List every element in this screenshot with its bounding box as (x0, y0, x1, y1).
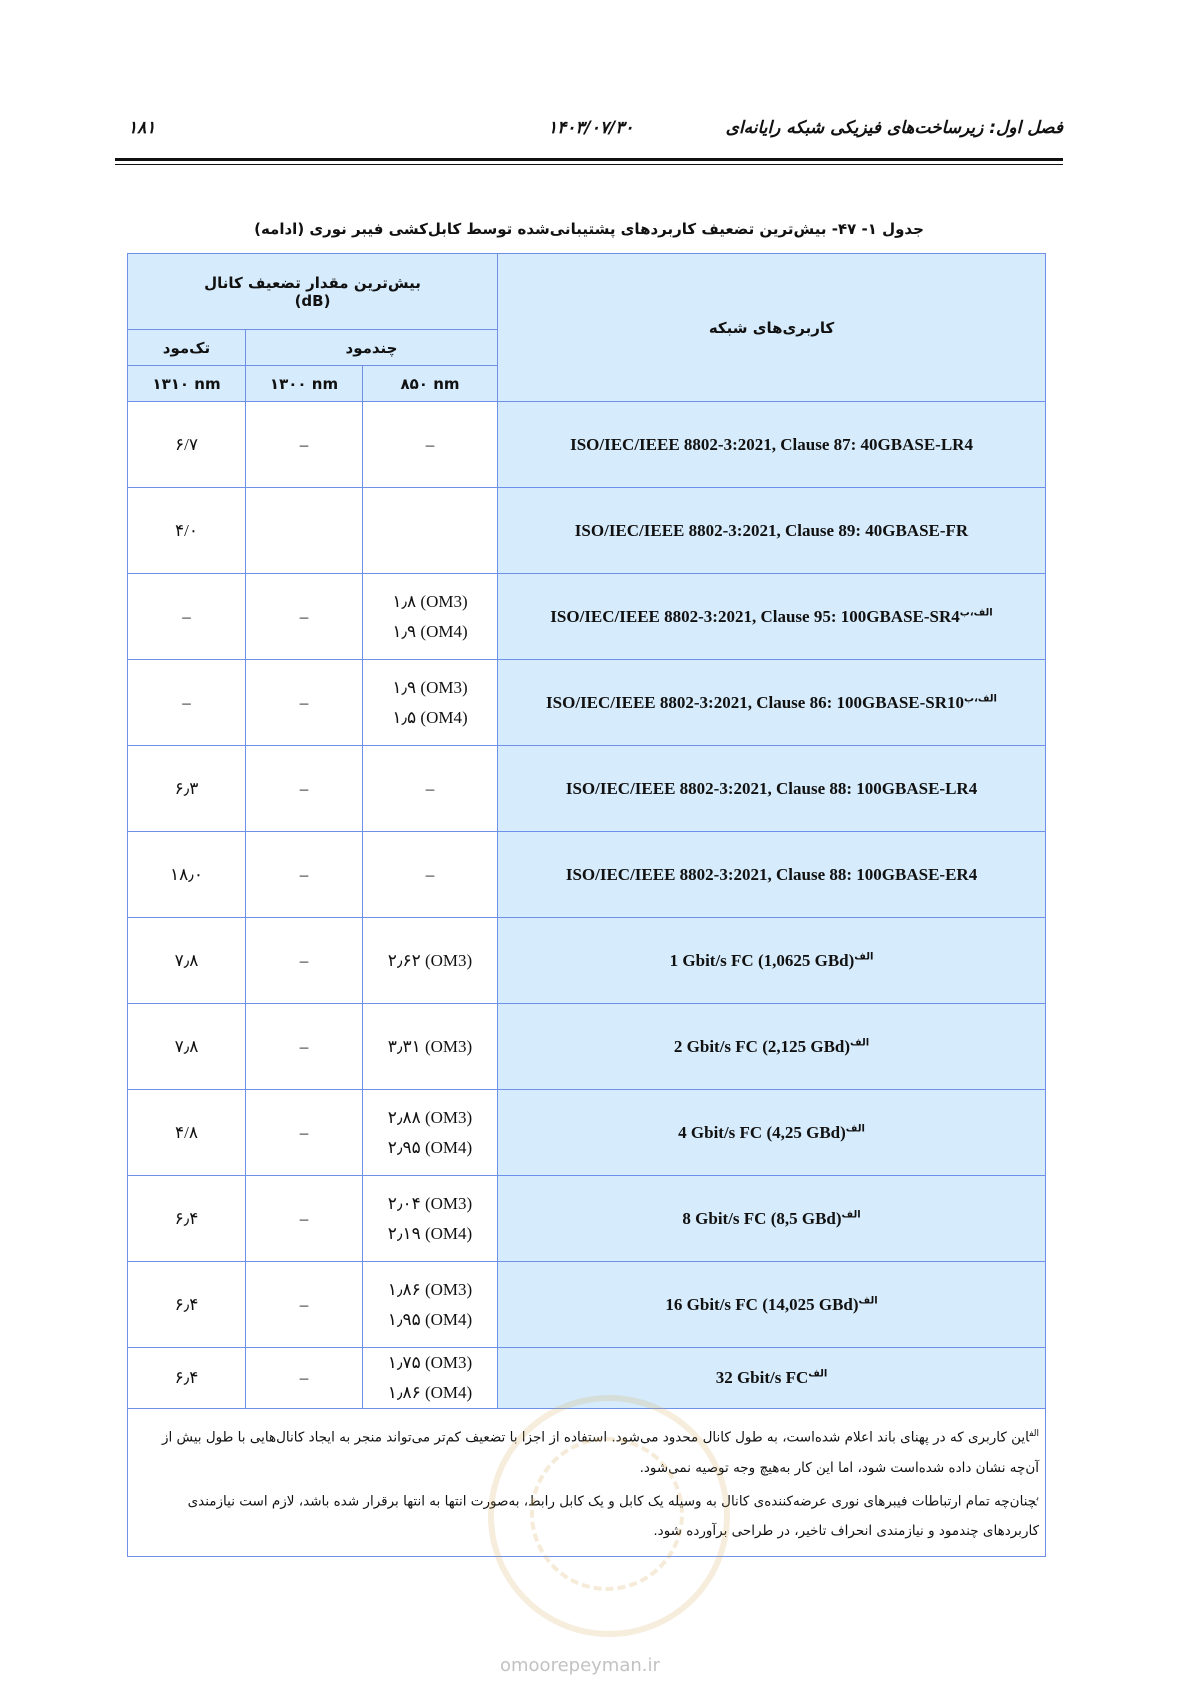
multimode-850-value: ۱٫۷۵ (OM3) (387, 1353, 473, 1372)
singlemode-1310-cell: ۴/۰ (128, 488, 246, 574)
application-name: ISO/IEC/IEEE 8802-3:2021, Clause 88: 100GBASE-LR4 (565, 778, 978, 798)
application-name: ISO/IEC/IEEE 8802-3:2021, Clause 95: 100GBASE-SR4 (550, 606, 960, 626)
singlemode-1310-cell: ۷٫۸ (128, 918, 246, 1004)
multimode-1300-cell: – (246, 832, 363, 918)
multimode-header: چندمود (246, 330, 498, 366)
application-cell (498, 574, 1046, 660)
application-name: 4 Gbit/s FC (4,25 GBd) (678, 1122, 846, 1142)
singlemode-1310-cell: ۶٫۳ (128, 746, 246, 832)
footnote-marker: الف (858, 1294, 878, 1306)
application-cell (498, 746, 1046, 832)
application-cell (498, 918, 1046, 1004)
multimode-1300-cell: – (246, 1348, 363, 1409)
multimode-1300-cell: – (246, 660, 363, 746)
wavelength-1310-header: ۱۳۱۰ nm (128, 366, 246, 402)
multimode-850-cell (363, 1090, 498, 1176)
table-row (128, 1090, 1046, 1176)
max-attenuation-header (128, 254, 498, 330)
page-header (0, 118, 1191, 152)
multimode-1300-cell: – (246, 1262, 363, 1348)
singlemode-1310-cell: ۶٫۴ (128, 1176, 246, 1262)
application-name: 8 Gbit/s FC (8,5 GBd) (682, 1208, 842, 1228)
footnote-marker: الف،ب (964, 692, 997, 704)
application-cell (498, 488, 1046, 574)
singlemode-1310-cell: ۶٫۴ (128, 1348, 246, 1409)
table-row (128, 918, 1046, 1004)
header-rule-thin (115, 164, 1063, 165)
multimode-850-cell (363, 918, 498, 1004)
footnote-marker: الف،ب (959, 606, 993, 618)
multimode-850-value: ۱٫۹ (OM3) (392, 677, 468, 697)
application-cell (498, 1004, 1046, 1090)
table-row (128, 1004, 1046, 1090)
footnote-text: این کاربری که در پهنای باند اعلام شده‌است، به طول کانال محدود می‌شود. استفاده از اجزا با تضعیف کم‌تر می‌تواند منجر به ایجاد کانال‌هایی با طول بیش از آن‌چه نشان داده شده‌است شود، اما این کار به‌هیچ وجه توصیه نمی‌شود. (161, 1429, 1040, 1476)
singlemode-header: تک‌مود (128, 330, 246, 366)
table-row (128, 402, 1046, 488)
table-caption: جدول ۱- ۴۷- بیش‌ترین تضعیف کاربردهای پشتیبانی‌شده توسط کابل‌کشی فیبر نوری (ادامه) (254, 220, 924, 238)
table-row (128, 574, 1046, 660)
multimode-850-cell (363, 402, 498, 488)
multimode-850-value: ۱٫۸ (OM3) (392, 591, 468, 611)
multimode-1300-cell: – (246, 918, 363, 1004)
network-applications-header: کاربری‌های شبکه (498, 254, 1046, 402)
application-name: 2 Gbit/s FC (2,125 GBd) (673, 1036, 851, 1056)
multimode-1300-cell: – (246, 402, 363, 488)
application-name: 16 Gbit/s FC (14,025 GBd) (665, 1294, 859, 1314)
footnote-marker: الف (841, 1208, 861, 1220)
multimode-850-cell (363, 1348, 498, 1409)
max-attenuation-title: بیش‌ترین مقدار تضعیف کانال (204, 273, 421, 292)
multimode-850-value: ۲٫۶۲ (OM3) (387, 950, 473, 970)
multimode-850-cell (363, 1176, 498, 1262)
multimode-1300-cell: – (246, 574, 363, 660)
table-row (128, 746, 1046, 832)
multimode-850-cell (363, 1262, 498, 1348)
singlemode-1310-cell: ۶/۷ (128, 402, 246, 488)
footnote-marker: الف (808, 1368, 828, 1380)
multimode-850-value: ۱٫۸۶ (OM4) (387, 1383, 473, 1402)
multimode-850-cell (363, 1004, 498, 1090)
table-row (128, 1176, 1046, 1262)
multimode-850-value: ۱٫۹۵ (OM4) (387, 1309, 473, 1329)
footnote-marker: الف (845, 1122, 865, 1134)
footnote-marker: الف (850, 1036, 870, 1048)
multimode-1300-cell (246, 488, 363, 574)
singlemode-1310-cell: ۶٫۴ (128, 1262, 246, 1348)
table-row (128, 660, 1046, 746)
multimode-850-cell (363, 746, 498, 832)
max-attenuation-unit: (dB) (294, 291, 331, 310)
singlemode-1310-cell: ۴/۸ (128, 1090, 246, 1176)
application-cell (498, 1090, 1046, 1176)
application-cell (498, 1176, 1046, 1262)
application-name: 32 Gbit/s FC (715, 1368, 809, 1387)
application-name: ISO/IEC/IEEE 8802-3:2021, Clause 88: 100GBASE-ER4 (565, 864, 978, 884)
footnote-mark: الف (1029, 1429, 1040, 1439)
application-name: ISO/IEC/IEEE 8802-3:2021, Clause 89: 40GBASE-FR (574, 520, 969, 540)
singlemode-1310-cell: – (128, 660, 246, 746)
multimode-850-cell (363, 574, 498, 660)
chapter-title: فصل اول: زیرساخت‌های فیزیکی شبکه رایانه‌ای (725, 118, 1063, 138)
application-name: 1 Gbit/s FC (1,0625 GBd) (669, 950, 855, 970)
application-name: ISO/IEC/IEEE 8802-3:2021, Clause 87: 40GBASE-LR4 (570, 434, 973, 454)
wavelength-850-header: ۸۵۰ nm (363, 366, 498, 402)
multimode-850-value: – (425, 434, 435, 454)
page-number: ۱۸۱ (128, 118, 156, 138)
table-row (128, 488, 1046, 574)
multimode-850-value: ۲٫۰۴ (OM3) (387, 1193, 473, 1213)
table-row (128, 832, 1046, 918)
header-date: ۱۴۰۳/۰۷/۳۰ (548, 118, 634, 138)
multimode-850-cell (363, 832, 498, 918)
singlemode-1310-cell: – (128, 574, 246, 660)
application-cell (498, 402, 1046, 488)
multimode-850-value: ۲٫۹۵ (OM4) (387, 1137, 473, 1157)
multimode-1300-cell: – (246, 1004, 363, 1090)
multimode-1300-cell: – (246, 1090, 363, 1176)
multimode-1300-cell: – (246, 1176, 363, 1262)
footnote-mark: ب (1036, 1492, 1040, 1503)
attenuation-table (127, 253, 1046, 1557)
multimode-850-value: – (425, 778, 435, 798)
singlemode-1310-cell: ۷٫۸ (128, 1004, 246, 1090)
multimode-850-value: ۲٫۸۸ (OM3) (387, 1107, 473, 1127)
application-cell (498, 1262, 1046, 1348)
footnote-marker: الف (854, 950, 874, 962)
multimode-850-value: – (425, 864, 435, 884)
multimode-850-value: ۳٫۳۱ (OM3) (387, 1036, 473, 1056)
application-cell (498, 660, 1046, 746)
application-cell (498, 832, 1046, 918)
multimode-850-value: ۲٫۱۹ (OM4) (387, 1223, 473, 1243)
multimode-1300-cell: – (246, 746, 363, 832)
multimode-850-value: ۱٫۵ (OM4) (392, 707, 468, 727)
footnote-text: چنان‌چه تمام ارتباطات فیبرهای نوری عرضه‌کننده‌ی کانال به وسیله یک کابل و یک کابل رابط، به‌صورت انتها به انتها برقرار شده باشد، لازم است نیازمندی کاربردهای چندمود و نیازمندی انحراف تاخیر، در طراحی برآورده شود. (187, 1493, 1040, 1539)
header-rule-thick (115, 158, 1063, 161)
table-row (128, 1262, 1046, 1348)
multimode-850-cell (363, 488, 498, 574)
wavelength-1300-header: ۱۳۰۰ nm (246, 366, 363, 402)
singlemode-1310-cell: ۱۸٫۰ (128, 832, 246, 918)
multimode-850-value: ۱٫۹ (OM4) (392, 621, 468, 641)
watermark-seal (488, 1395, 730, 1637)
application-name: ISO/IEC/IEEE 8802-3:2021, Clause 86: 100GBASE-SR10 (546, 692, 965, 712)
multimode-850-cell (363, 660, 498, 746)
multimode-850-value: ۱٫۸۶ (OM3) (387, 1279, 473, 1299)
watermark-text: omoorepeyman.ir (500, 1655, 660, 1676)
